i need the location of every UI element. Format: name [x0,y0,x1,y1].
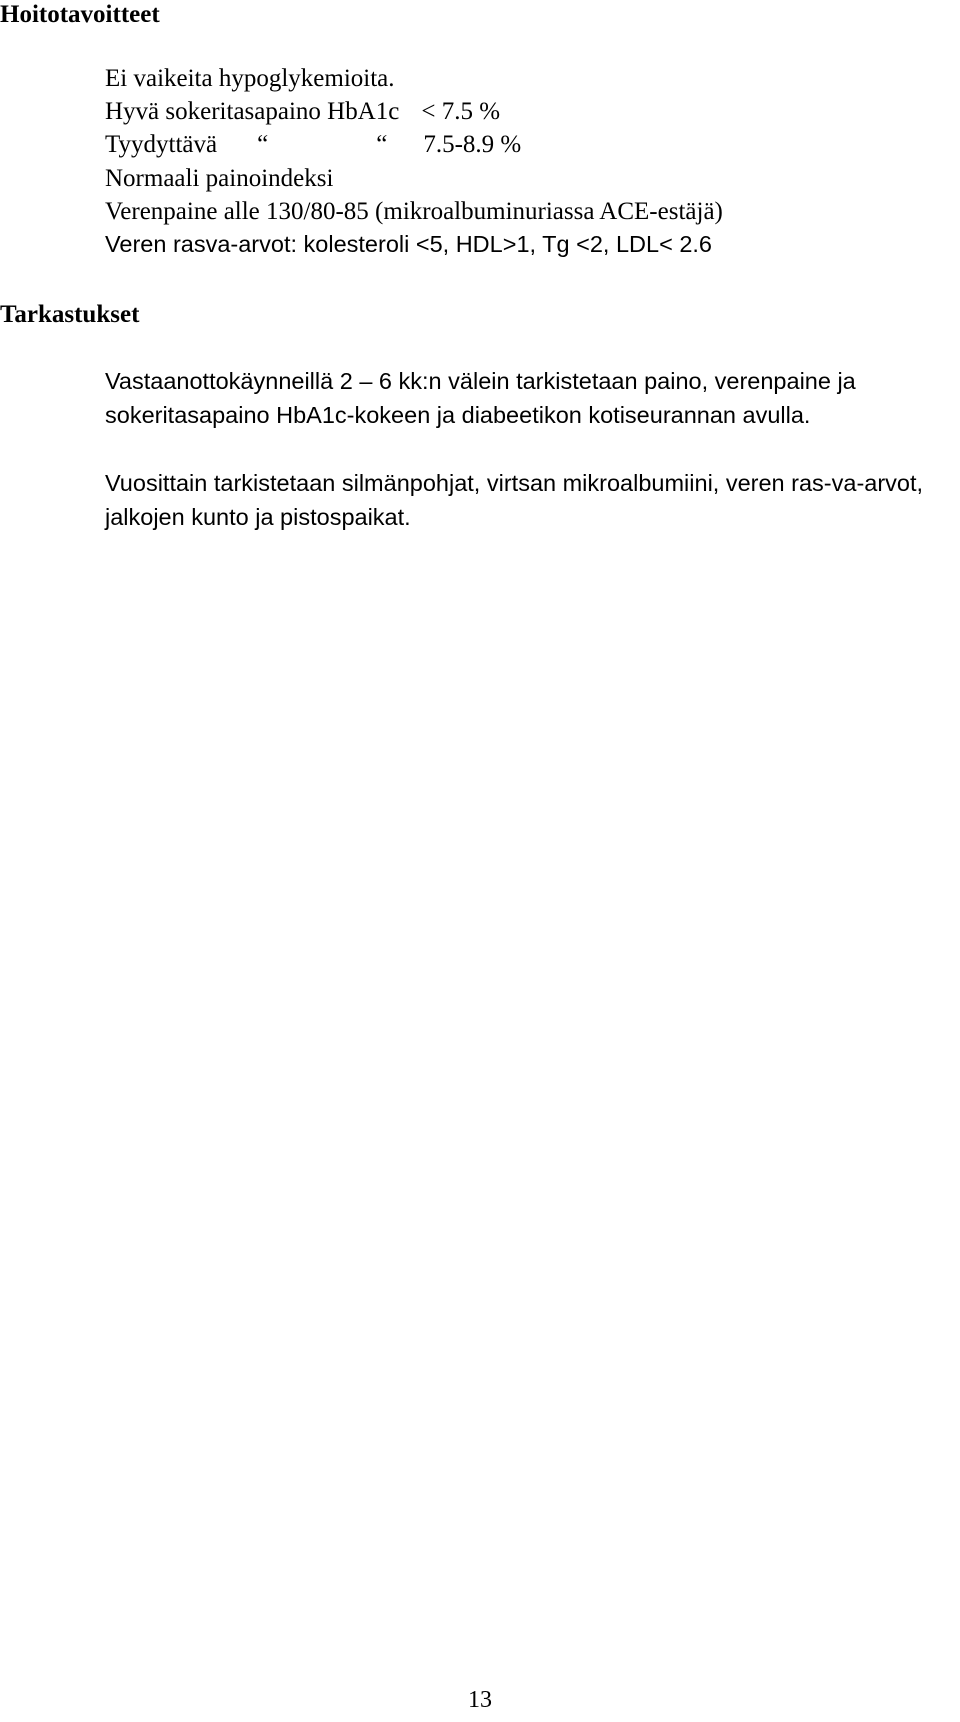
goal-item-blood-pressure [105,195,723,228]
section-heading-hoitotavoitteet: Hoitotavoitteet [0,1,160,28]
goal-item-good-balance [105,95,723,128]
goal-item-hypoglycemia [105,62,723,95]
goal-text: Ei vaikeita hypoglykemioita. [105,65,395,92]
goal-item-lipids [105,228,723,261]
ditto-mark: “ [257,131,269,159]
goal-label: Tyydyttävä [105,131,218,159]
checkup-paragraph-yearly: Vuosittain tarkistetaan silmänpohjat, virtsan mikroalbumiini, veren ras-va-arvot, jalkojen kunto ja pistospaikat. [105,470,924,530]
goal-text: Normaali painoindeksi [105,164,334,192]
section-heading-tarkastukset: Tarkastukset [0,301,140,328]
goal-value: 7.5-8.9 % [423,131,522,159]
goal-text: Verenpaine alle 130/80-85 (mikroalbuminuriassa ACE-estäjä) [105,197,723,225]
goal-item-satisfactory [105,128,723,161]
goal-text: Veren rasva-arvot: kolesteroli <5, HDL>1, Tg <2, LDL< 2.6 [105,230,712,257]
goal-label: Hyvä sokeritasapaino HbA1c [105,98,400,126]
goal-value: < 7.5 % [421,98,501,126]
treatment-goals-list [105,62,723,261]
ditto-mark: “ [376,131,388,159]
goal-item-bmi [105,162,723,195]
checkup-paragraph-visits: Vastaanottokäynneillä 2 – 6 kk:n välein tarkistetaan paino, verenpaine ja sokeritasapaino HbA1c-kokeen ja diabeetikon kotiseurannan avulla. [105,368,856,428]
page-number: 13 [468,1687,492,1713]
